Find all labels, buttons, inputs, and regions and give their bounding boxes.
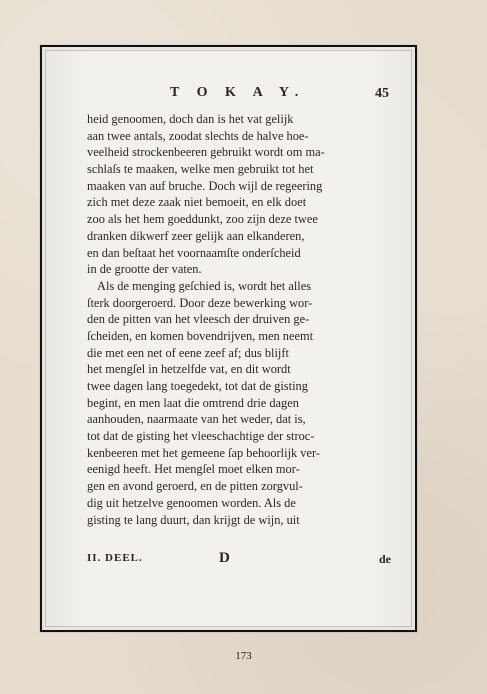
text-line: maaken van auf bruche. Doch wijl de regeering: [87, 178, 323, 193]
text-line: ſterk doorgeroerd. Door deze bewerking wor-: [87, 295, 313, 310]
text-line: tot dat de gisting het vleeschachtige der stroc-: [87, 429, 315, 444]
text-line: twee dagen lang toegedekt, tot dat de gisting: [87, 379, 308, 393]
text-line: dranken dikwerf zeer gelijk aan elkanderen,: [87, 228, 305, 243]
text-line: en dan beſtaat het voornaamſte onderſcheid: [87, 245, 301, 260]
book-page: [45, 50, 412, 627]
body-text: [87, 111, 363, 528]
text-line: gen en avond geroerd, en de pitten zorgvul-: [87, 479, 303, 494]
page-footer: [87, 552, 391, 572]
text-line: zoo als het hem goeddunkt, zoo zijn deze twee: [87, 212, 318, 227]
text-line: den de pitten van het vleesch der druiven ge-: [87, 312, 310, 327]
text-line: kenbeeren met het gemeene ſap behoorlijk ver-: [87, 445, 321, 460]
text-line: die met een net of eene zeef af; dus blijft: [87, 345, 289, 360]
page-number: 45: [375, 86, 389, 101]
text-line: begint, en men laat die omtrend drie dagen: [87, 395, 299, 410]
catchword: de: [379, 552, 391, 566]
running-title: T O K A Y.: [170, 85, 306, 100]
text-line: zich met deze zaak niet bemoeit, en elk doet: [87, 195, 307, 210]
text-line: dig uit hetzelve genoomen worden. Als de: [87, 495, 296, 510]
volume-label: II. DEEL.: [87, 552, 143, 564]
text-line: schlaſs te maaken, welke men gebruikt tot het: [87, 162, 314, 177]
text-line: ſcheiden, en komen bovendrijven, men neemt: [87, 328, 314, 343]
text-line: aan twee antals, zoodat slechts de halve hoe-: [87, 128, 309, 143]
running-header: [46, 85, 411, 107]
text-line: het mengſel in hetzelfde vat, en dit wordt: [87, 362, 291, 377]
text-line: heid genoomen, doch dan is het vat gelijk: [87, 112, 294, 126]
text-line: gisting te lang duurt, dan krijgt de wijn, uit: [87, 512, 300, 527]
text-line: in de grootte der vaten.: [87, 262, 202, 277]
text-line: aanhouden, naarmaate van het weder, dat is,: [87, 412, 306, 427]
scanned-page-frame: [40, 45, 417, 632]
signature-mark: D: [219, 550, 230, 566]
scan-page-counter: 173: [235, 650, 252, 662]
text-line: Als de menging geſchied is, wordt het alles: [97, 278, 312, 293]
text-line: eenigd heeft. Het mengſel moet elken mor-: [87, 462, 300, 477]
text-line: veelheid strockenbeeren gebruikt wordt om ma-: [87, 145, 325, 160]
